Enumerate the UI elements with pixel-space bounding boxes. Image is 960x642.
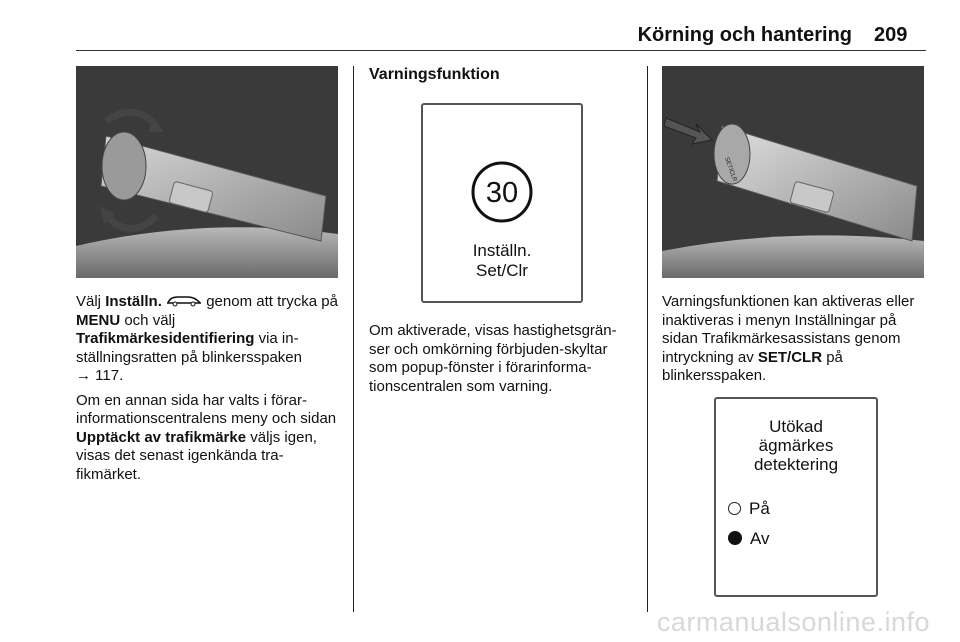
option-on[interactable]: På xyxy=(728,499,770,519)
display-panel-settings-menu xyxy=(714,397,878,597)
panel-label-settings: Inställn. xyxy=(472,241,532,260)
speed-sign-value: 30 xyxy=(485,177,519,209)
stalk-setclr-label: SET/CLR xyxy=(723,156,738,183)
section-heading-warning: Varningsfunktion xyxy=(369,66,500,83)
running-header-title: Körning och hantering xyxy=(637,24,852,46)
radio-selected-icon[interactable] xyxy=(728,531,742,545)
panel-label-setclr: Set/Clr xyxy=(476,261,528,280)
page-number: 209 xyxy=(874,24,908,46)
display-panel-speed-limit xyxy=(421,103,583,303)
page-reference-icon: → xyxy=(76,367,91,384)
paragraph-warning-description: Om aktiverade, visas hastighetsgrän-ser och omkörning förbjuden-skyltar som popup-fönster i förarinforma-tionscentralen som varning. xyxy=(369,322,617,395)
header-rule xyxy=(76,50,926,51)
watermark: carmanualsonline.info xyxy=(656,607,930,637)
column-3-text xyxy=(662,293,928,392)
speed-sign-icon xyxy=(469,159,535,225)
page-reference[interactable]: 117. xyxy=(95,367,124,384)
radio-unselected-icon[interactable] xyxy=(728,502,741,515)
column-divider-2 xyxy=(647,66,648,612)
column-divider-1 xyxy=(353,66,354,612)
menu-title: Utökad ägmärkes detektering xyxy=(753,417,839,474)
paragraph-select-setting: Välj Inställn. genom att trycka på MENU och välj Trafikmärkesidentifiering via in-ställningsratten på blinkersspaken → 117. xyxy=(76,293,338,384)
option-off[interactable]: Av xyxy=(728,529,770,549)
column-1-text xyxy=(76,293,344,490)
car-icon xyxy=(166,294,202,307)
stalk-rotate-illustration xyxy=(76,66,338,278)
paragraph-activate-warning: Varningsfunktionen kan aktiveras eller inaktiveras i menyn Inställningar på sidan Trafikmärkesassistans genom intryckning av SET/CLR på blinkersspaken. xyxy=(662,293,915,384)
paragraph-other-page: Om en annan sida har valts i förar-informationscentralens meny och sidan Upptäckt av trafikmärke väljs igen, visas det senast igenkända tra-fikmärket. xyxy=(76,391,337,483)
column-2-text xyxy=(369,322,637,402)
stalk-press-illustration xyxy=(662,66,924,278)
